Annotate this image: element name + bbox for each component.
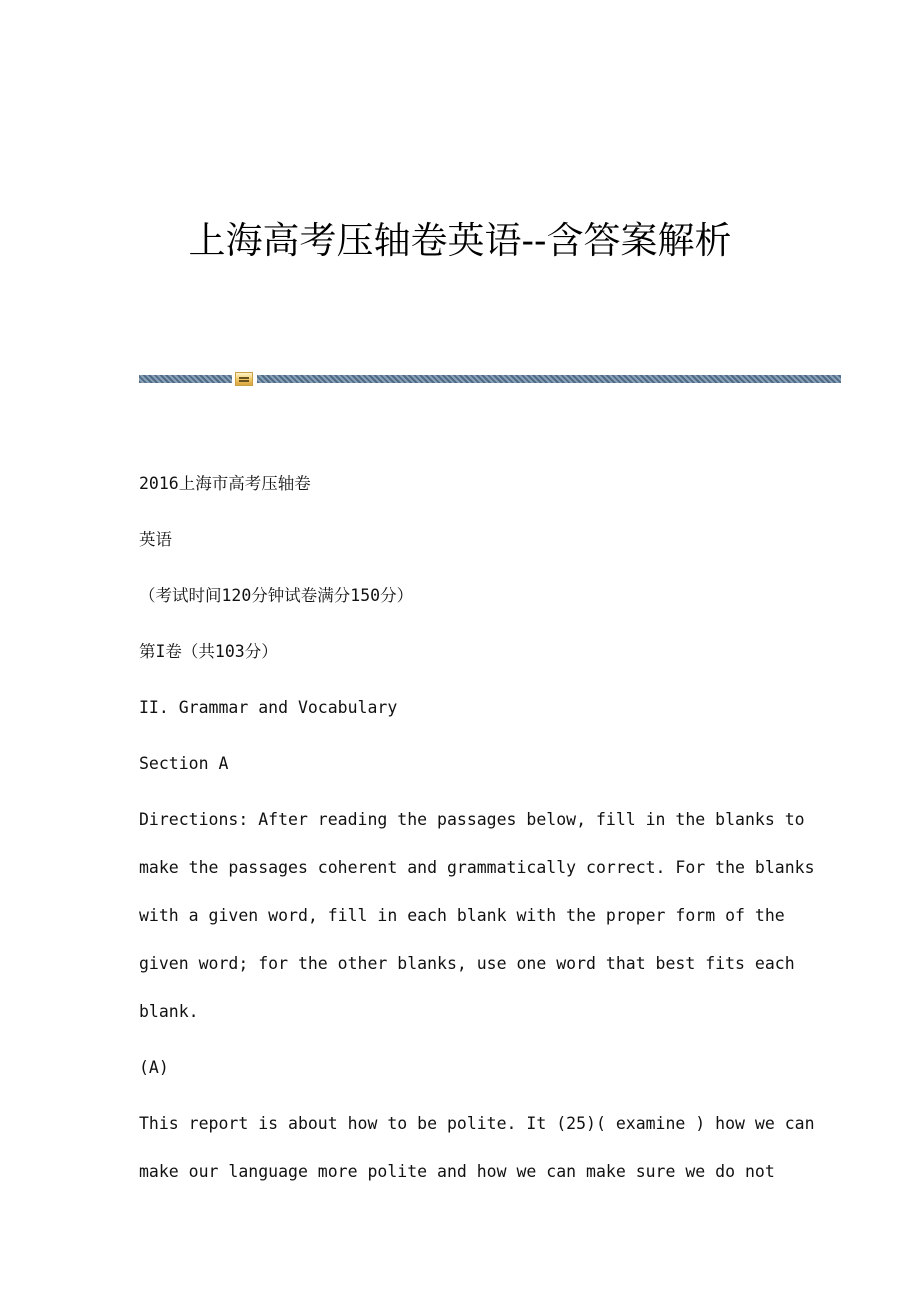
exam-info: （考试时间120分钟试卷满分150分） xyxy=(139,586,414,605)
passage-line: This report is about how to be polite. It (25)( examine ) how we can xyxy=(139,1114,815,1133)
passage-label: (A) xyxy=(139,1058,169,1077)
exam-name: 2016上海市高考压轴卷 xyxy=(139,474,311,493)
directions-line: Directions: After reading the passages below, fill in the blanks to xyxy=(139,810,805,829)
part-heading: II. Grammar and Vocabulary xyxy=(139,698,398,717)
section-heading: Section A xyxy=(139,754,229,773)
document-title: 上海高考压轴卷英语--含答案解析 xyxy=(188,219,732,262)
directions-line: with a given word, fill in each blank with the proper form of the xyxy=(139,906,785,925)
ornament-icon xyxy=(235,372,253,386)
volume-heading: 第I卷（共103分） xyxy=(139,642,278,661)
directions-line: blank. xyxy=(139,1002,199,1021)
title-divider-right xyxy=(257,375,841,383)
passage-line: make our language more polite and how we can make sure we do not xyxy=(139,1162,775,1181)
directions-line: make the passages coherent and grammatically correct. For the blanks xyxy=(139,858,815,877)
directions-line: given word; for the other blanks, use one word that best fits each xyxy=(139,954,795,973)
subject-label: 英语 xyxy=(139,530,172,549)
title-divider-left xyxy=(139,375,232,383)
